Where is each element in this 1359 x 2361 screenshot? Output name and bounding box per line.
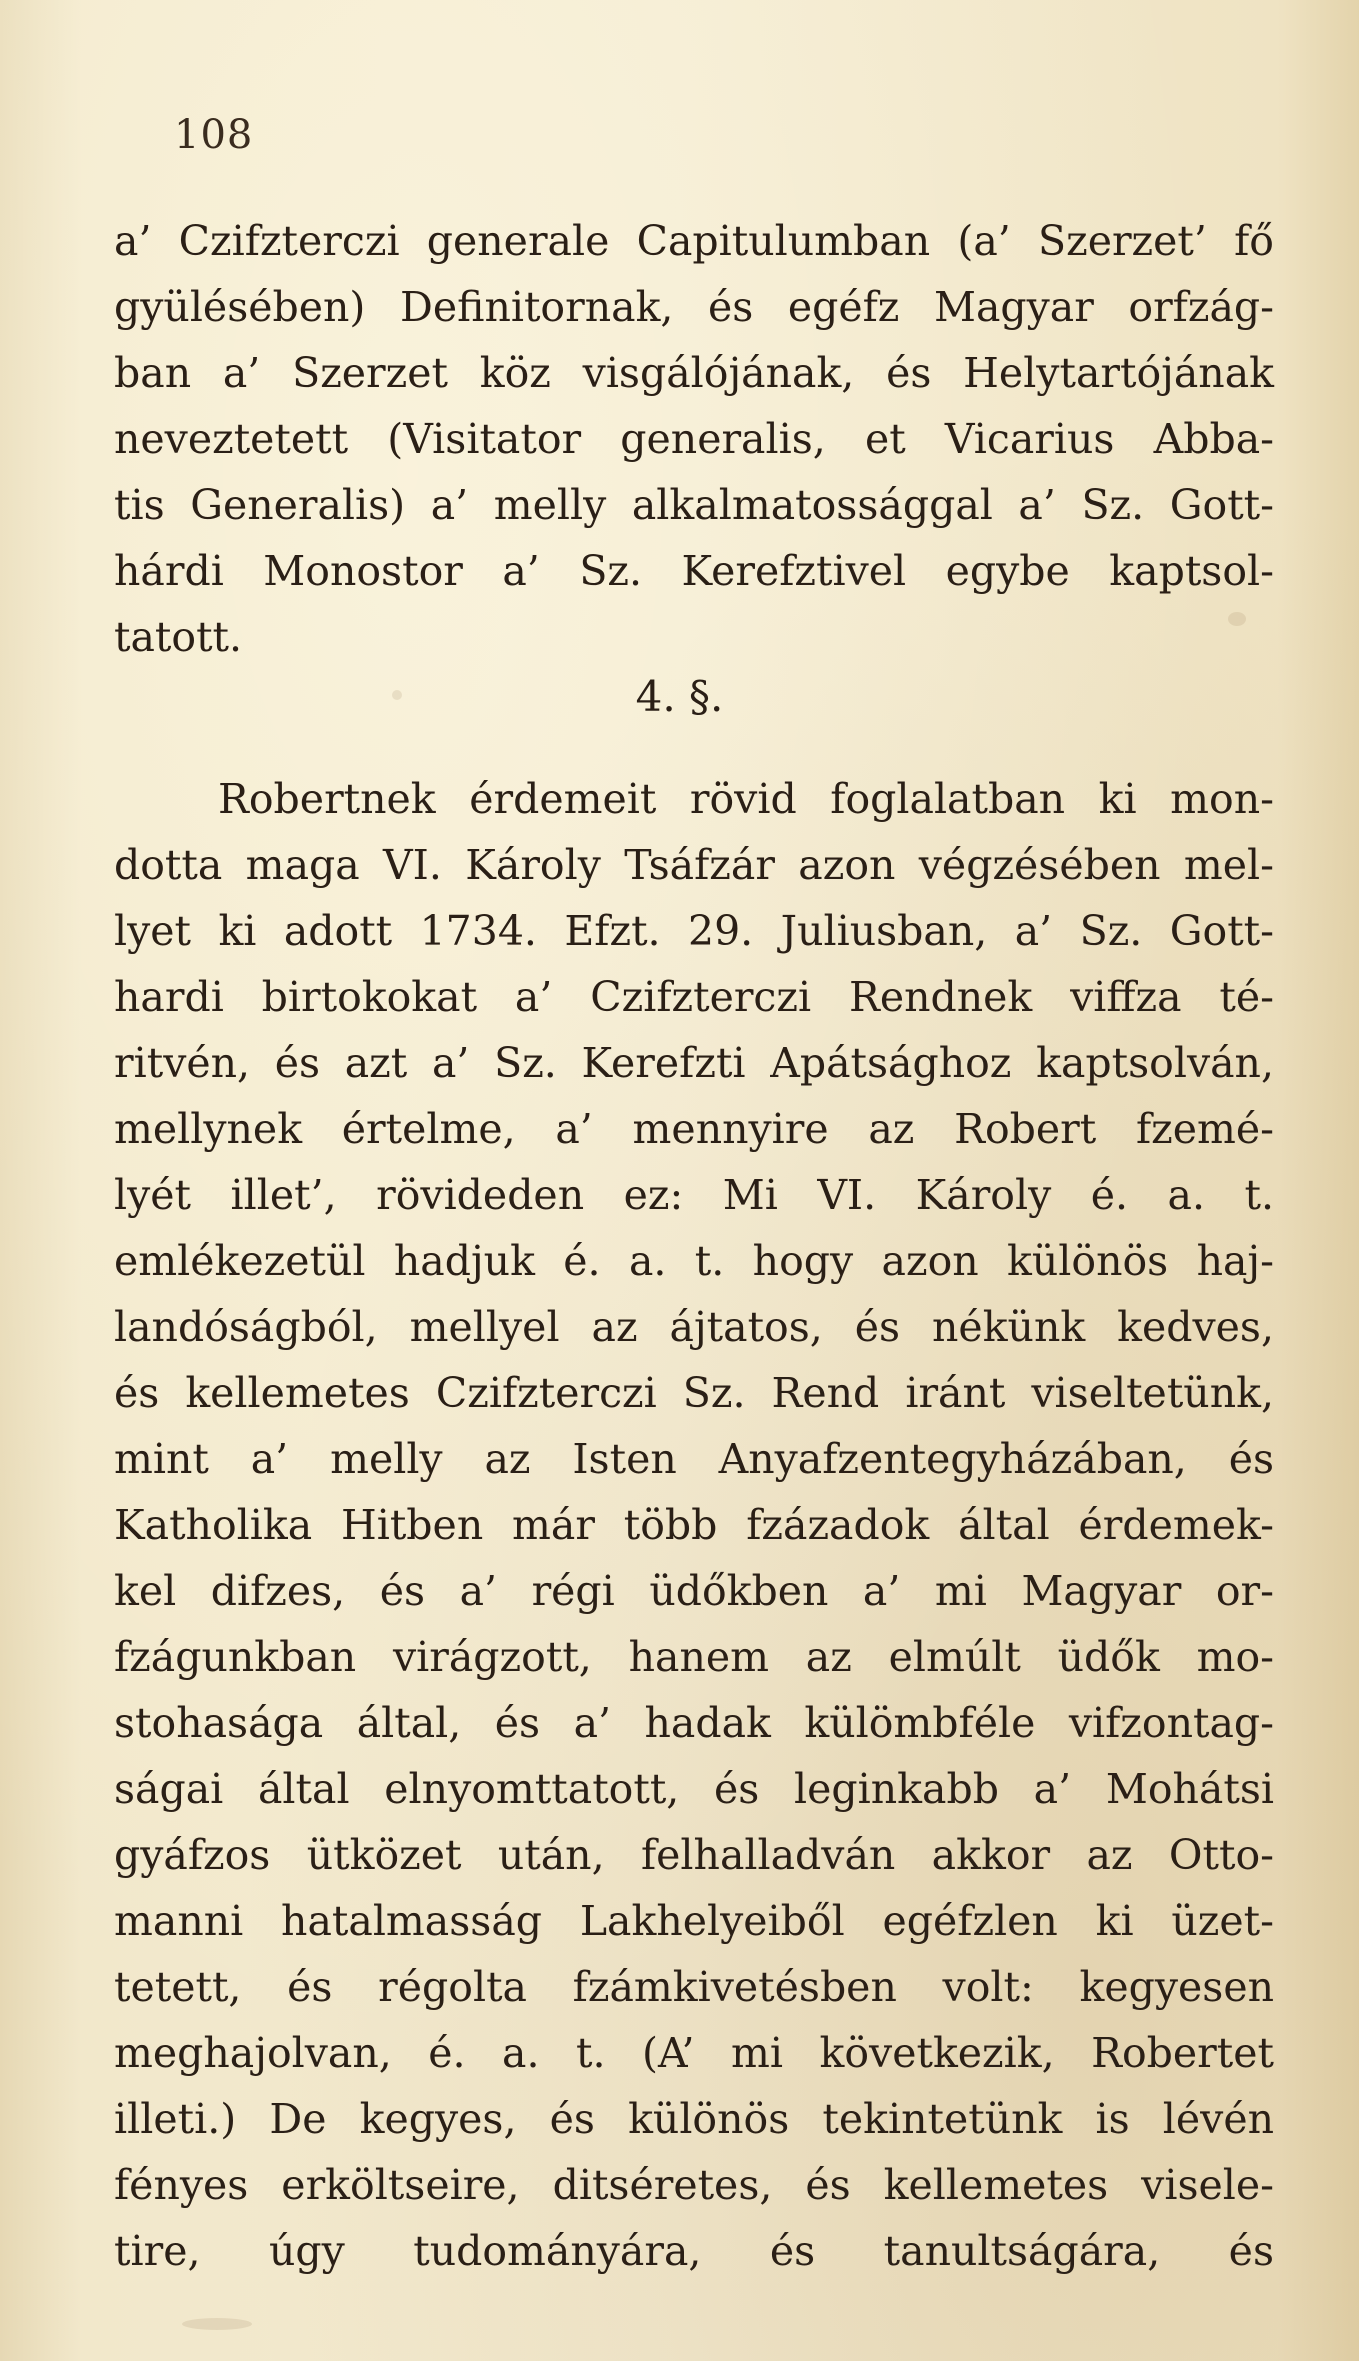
first-paragraph xyxy=(114,208,1274,670)
text-line: lyet ki adott 1734. Efzt. 29. Juliusban, a’ Sz. Gott- xyxy=(114,907,1274,955)
text-line: és kellemetes Czifzterczi Sz. Rend iránt viseltetünk, xyxy=(114,1369,1274,1417)
text-line: ban a’ Szerzet köz visgálójának, és Helytartójának xyxy=(114,349,1274,397)
text-line: tetett, és régolta fzámkivetésben volt: kegyesen xyxy=(114,1963,1274,2011)
text-line: ságai által elnyomttatott, és leginkabb a’ Mohátsi xyxy=(114,1765,1274,1813)
text-line: a’ Czifzterczi generale Capitulumban (a’ Szerzet’ fő xyxy=(114,217,1274,265)
text-line: meghajolvan, é. a. t. (A’ mi következik, Robertet xyxy=(114,2029,1274,2077)
text-line: Robertnek érdemeit rövid foglalatban ki mon- xyxy=(218,775,1274,823)
text-line: hardi birtokokat a’ Czifzterczi Rendnek viffza té- xyxy=(114,973,1274,1021)
text-line: ritvén, és azt a’ Sz. Kerefzti Apátsághoz kaptsolván, xyxy=(114,1039,1274,1087)
text-line: gyülésében) Definitornak, és egéfz Magyar orfzág- xyxy=(114,283,1274,331)
text-line: lyét illet’, rövideden ez: Mi VI. Károly é. a. t. xyxy=(114,1171,1274,1219)
text-line: Katholika Hitben már több fzázadok által érdemek- xyxy=(114,1501,1274,1549)
text-line: manni hatalmasság Lakhelyeiből egéfzlen ki üzet- xyxy=(114,1897,1274,1945)
text-line: landóságból, mellyel az ájtatos, és nékünk kedves, xyxy=(114,1303,1274,1351)
text-line: tire, úgy tudományára, és tanultságára, és xyxy=(114,2227,1274,2275)
text-line: fzágunkban virágzott, hanem az elmúlt üdők mo- xyxy=(114,1633,1274,1681)
text-line: tis Generalis) a’ melly alkalmatossággal a’ Sz. Gott- xyxy=(114,481,1274,529)
text-line: tatott. xyxy=(114,613,243,661)
text-line: fényes erköltseire, ditséretes, és kellemetes visele- xyxy=(114,2161,1274,2209)
text-line: mellynek értelme, a’ mennyire az Robert fzemé- xyxy=(114,1105,1274,1153)
section-heading: 4. §. xyxy=(635,672,724,721)
paper-stain xyxy=(182,2318,252,2330)
page-number: 108 xyxy=(174,112,254,158)
text-line: illeti.) De kegyes, és különös tekintetünk is lévén xyxy=(114,2095,1274,2143)
text-line: kel difzes, és a’ régi üdőkben a’ mi Magyar or- xyxy=(114,1567,1274,1615)
text-line: neveztetett (Visitator generalis, et Vicarius Abba- xyxy=(114,415,1274,463)
text-line: dotta maga VI. Károly Tsáfzár azon végzésében mel- xyxy=(114,841,1274,889)
text-line: gyáfzos ütközet után, felhalladván akkor az Otto- xyxy=(114,1831,1274,1879)
text-line: emlékezetül hadjuk é. a. t. hogy azon különös haj- xyxy=(114,1237,1274,1285)
text-line: hárdi Monostor a’ Sz. Kerefztivel egybe kaptsol- xyxy=(114,547,1274,595)
text-line: mint a’ melly az Isten Anyafzentegyházában, és xyxy=(114,1435,1274,1483)
second-paragraph xyxy=(114,766,1274,2284)
text-line: stohasága által, és a’ hadak külömbféle vifzontag- xyxy=(114,1699,1274,1747)
